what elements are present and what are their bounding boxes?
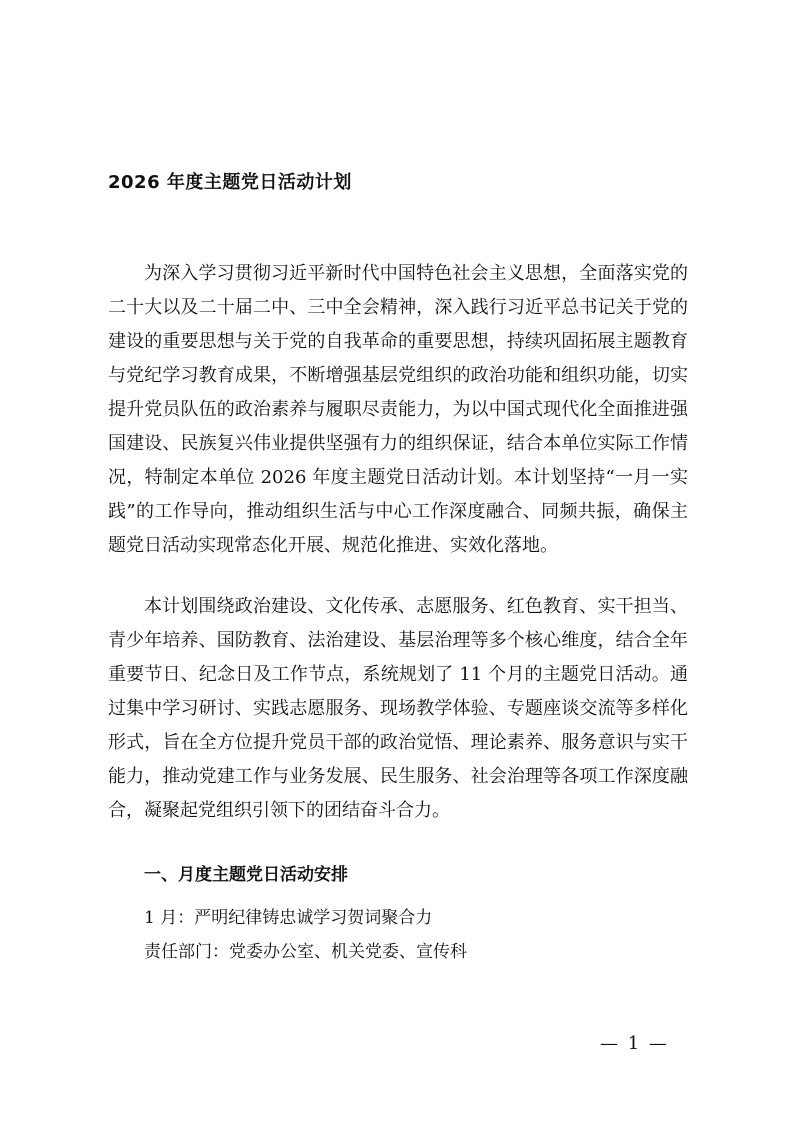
document-title: 2026 年度主题党日活动计划 — [108, 172, 352, 193]
page-number: — 1 — — [600, 1033, 669, 1054]
section-heading: 一、月度主题党日活动安排 — [144, 865, 348, 885]
month-item-department: 责任部门：党委办公室、机关党委、宣传科 — [144, 942, 467, 962]
scope-paragraph: 本计划围绕政治建设、文化传承、志愿服务、红色教育、实干担当、青少年培养、国防教育、法治建设、基层治理等多个核心维度，结合全年重要节日、纪念日及工作节点，系统规划了 11 个月的主题党日活动。通过集中学习研讨、实践志愿服务、现场教学体验、专题座谈交流等多样化形式，旨在全方位提升党员干部的政治觉悟、理论素养、服务意识与实干能力，推动党建工作与业务发展、民生服务、社会治理等各项工作深度融合，凝聚起党组织引领下的团结奋斗合力。 — [108, 596, 688, 821]
intro-paragraph: 为深入学习贯彻习近平新时代中国特色社会主义思想，全面落实党的二十大以及二十届二中、三中全会精神，深入践行习近平总书记关于党的建设的重要思想与关于党的自我革命的重要思想，持续巩固拓展主题教育与党纪学习教育成果，不断增强基层党组织的政治功能和组织功能，切实提升党员队伍的政治素养与履职尽责能力，为以中国式现代化全面推进强国建设、民族复兴伟业提供坚强有力的组织保证，结合本单位实际工作情况，特制定本单位 2026 年度主题党日活动计划。本计划坚持“一月一实践”的工作导向，推动组织生活与中心工作深度融合、同频共振，确保主题党日活动实现常态化开展、规范化推进、实效化落地。 — [108, 263, 688, 556]
month-item-title: 1 月：严明纪律铸忠诚学习贺词聚合力 — [144, 908, 433, 928]
